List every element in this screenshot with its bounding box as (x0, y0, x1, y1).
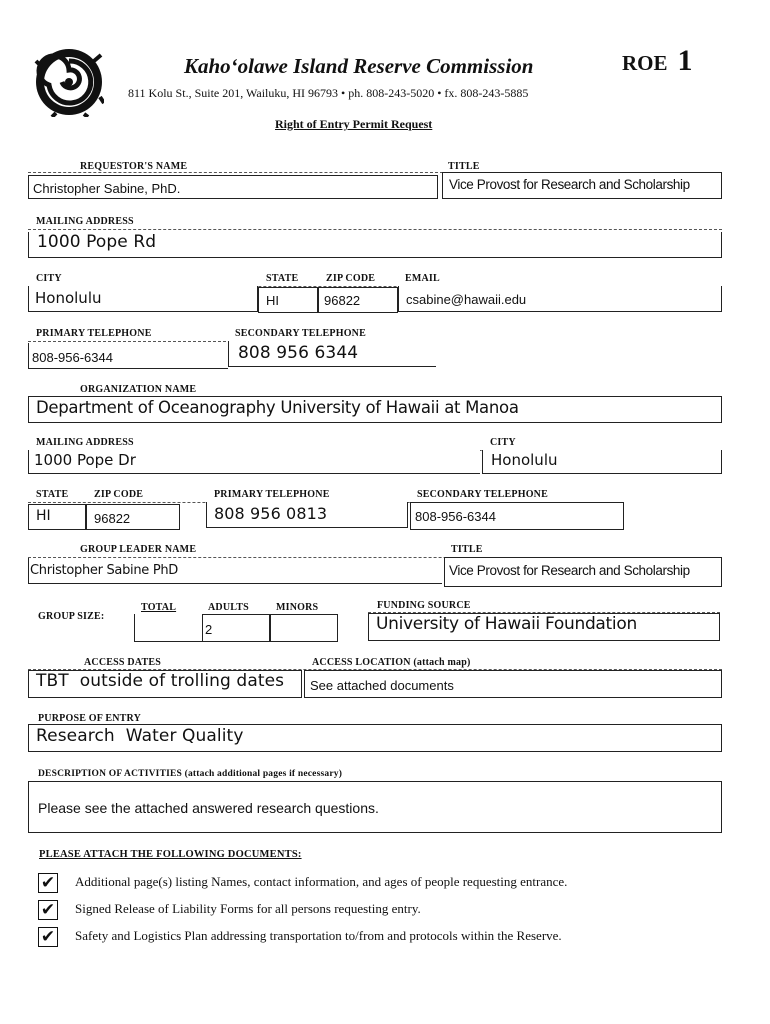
organization-secondary-phone-value: 808-956-6344 (415, 509, 496, 524)
description-value: Please see the attached answered research questions. (38, 800, 379, 816)
organization-primary-phone-value: 808 956 0813 (214, 504, 328, 523)
organization-zip-value: 96822 (94, 511, 131, 526)
attachment-item-2: Signed Release of Liability Forms for all persons requesting entry. (75, 901, 421, 916)
access-dates-value: TBT outside of trolling dates (36, 671, 285, 691)
form-title: Right of Entry Permit Request (275, 117, 433, 131)
organization-mailing-label: MAILING ADDRESS (36, 437, 134, 448)
requestor-zip-value: 96822 (324, 293, 361, 308)
requestor-title-label: TITLE (448, 161, 480, 172)
organization-name-label: ORGANIZATION NAME (80, 384, 197, 395)
commission-logo (34, 47, 104, 117)
organization-secondary-phone-label: SECONDARY TELEPHONE (417, 489, 548, 500)
requestor-name-label: REQUESTOR'S NAME (80, 161, 188, 172)
requestor-name-value: Christopher Sabine, PhD. (33, 181, 181, 196)
group-size-label: GROUP SIZE: (38, 611, 105, 622)
roe-label (622, 44, 693, 78)
roe-text: ROE (622, 51, 668, 75)
group-adults-label: ADULTS (208, 602, 249, 613)
funding-value: University of Hawaii Foundation (376, 614, 637, 634)
purpose-label: PURPOSE OF ENTRY (38, 713, 142, 724)
requestor-secondary-phone-label: SECONDARY TELEPHONE (235, 328, 366, 339)
requestor-email-label: EMAIL (405, 273, 440, 284)
group-minors-field[interactable] (270, 614, 338, 642)
address-line: 811 Kolu St., Suite 201, Wailuku, HI 96793 • ph. 808-243-5020 • fx. 808-243-5885 (128, 86, 529, 100)
requestor-city-value: Honolulu (35, 289, 102, 307)
group-leader-label: GROUP LEADER NAME (80, 544, 197, 555)
group-adults-value: 2 (205, 622, 213, 637)
requestor-city-label: CITY (36, 273, 62, 284)
funding-label: FUNDING SOURCE (377, 600, 471, 611)
organization-zip-label: ZIP CODE (94, 489, 144, 500)
organization-state-value: HI (36, 508, 51, 524)
requestor-title-value: Vice Provost for Research and Scholarship (449, 177, 690, 192)
access-dates-label: ACCESS DATES (84, 657, 161, 668)
commission-name: Kahoʻolawe Island Reserve Commission (184, 54, 534, 78)
requestor-zip-label: ZIP CODE (326, 273, 376, 284)
requestor-mailing-value: 1000 Pope Rd (37, 232, 157, 252)
organization-name-value: Department of Oceanography University of Hawaii at Manoa (36, 398, 519, 417)
group-leader-value: Christopher Sabine PhD (30, 563, 179, 578)
attachments-heading: PLEASE ATTACH THE FOLLOWING DOCUMENTS: (39, 849, 302, 860)
spiral-logo-icon (34, 47, 104, 117)
roe-number: 1 (677, 44, 693, 77)
attachment-item-3: Safety and Logistics Plan addressing transportation to/from and protocols within the Reserve. (75, 928, 562, 943)
requestor-email-value: csabine@hawaii.edu (406, 292, 527, 307)
attachment-item-1: Additional page(s) listing Names, contact information, and ages of people requesting entrance. (75, 874, 568, 889)
requestor-primary-phone-label: PRIMARY TELEPHONE (36, 328, 152, 339)
attachment-checkbox-2[interactable]: ✔ (38, 900, 58, 920)
purpose-value: Research Water Quality (36, 726, 244, 746)
organization-primary-phone-label: PRIMARY TELEPHONE (214, 489, 330, 500)
requestor-primary-phone-value: 808-956-6344 (32, 350, 113, 365)
group-total-label: TOTAL (141, 602, 177, 613)
organization-city-value: Honolulu (491, 451, 558, 469)
access-location-label: ACCESS LOCATION (attach map) (312, 657, 471, 668)
organization-mailing-value: 1000 Pope Dr (34, 451, 136, 469)
requestor-mailing-label: MAILING ADDRESS (36, 216, 134, 227)
group-title-label: TITLE (451, 544, 483, 555)
requestor-state-value: HI (266, 293, 279, 308)
requestor-state-label: STATE (266, 273, 299, 284)
group-total-field[interactable] (134, 614, 202, 642)
access-location-value: See attached documents (310, 678, 454, 693)
group-title-value: Vice Provost for Research and Scholarship (449, 563, 690, 578)
description-label: DESCRIPTION OF ACTIVITIES (attach additional pages if necessary) (38, 769, 343, 779)
attachment-checkbox-1[interactable]: ✔ (38, 873, 58, 893)
requestor-secondary-phone-value: 808 956 6344 (238, 343, 359, 363)
organization-city-label: CITY (490, 437, 516, 448)
group-minors-label: MINORS (276, 602, 319, 613)
organization-state-label: STATE (36, 489, 69, 500)
attachment-checkbox-3[interactable]: ✔ (38, 927, 58, 947)
